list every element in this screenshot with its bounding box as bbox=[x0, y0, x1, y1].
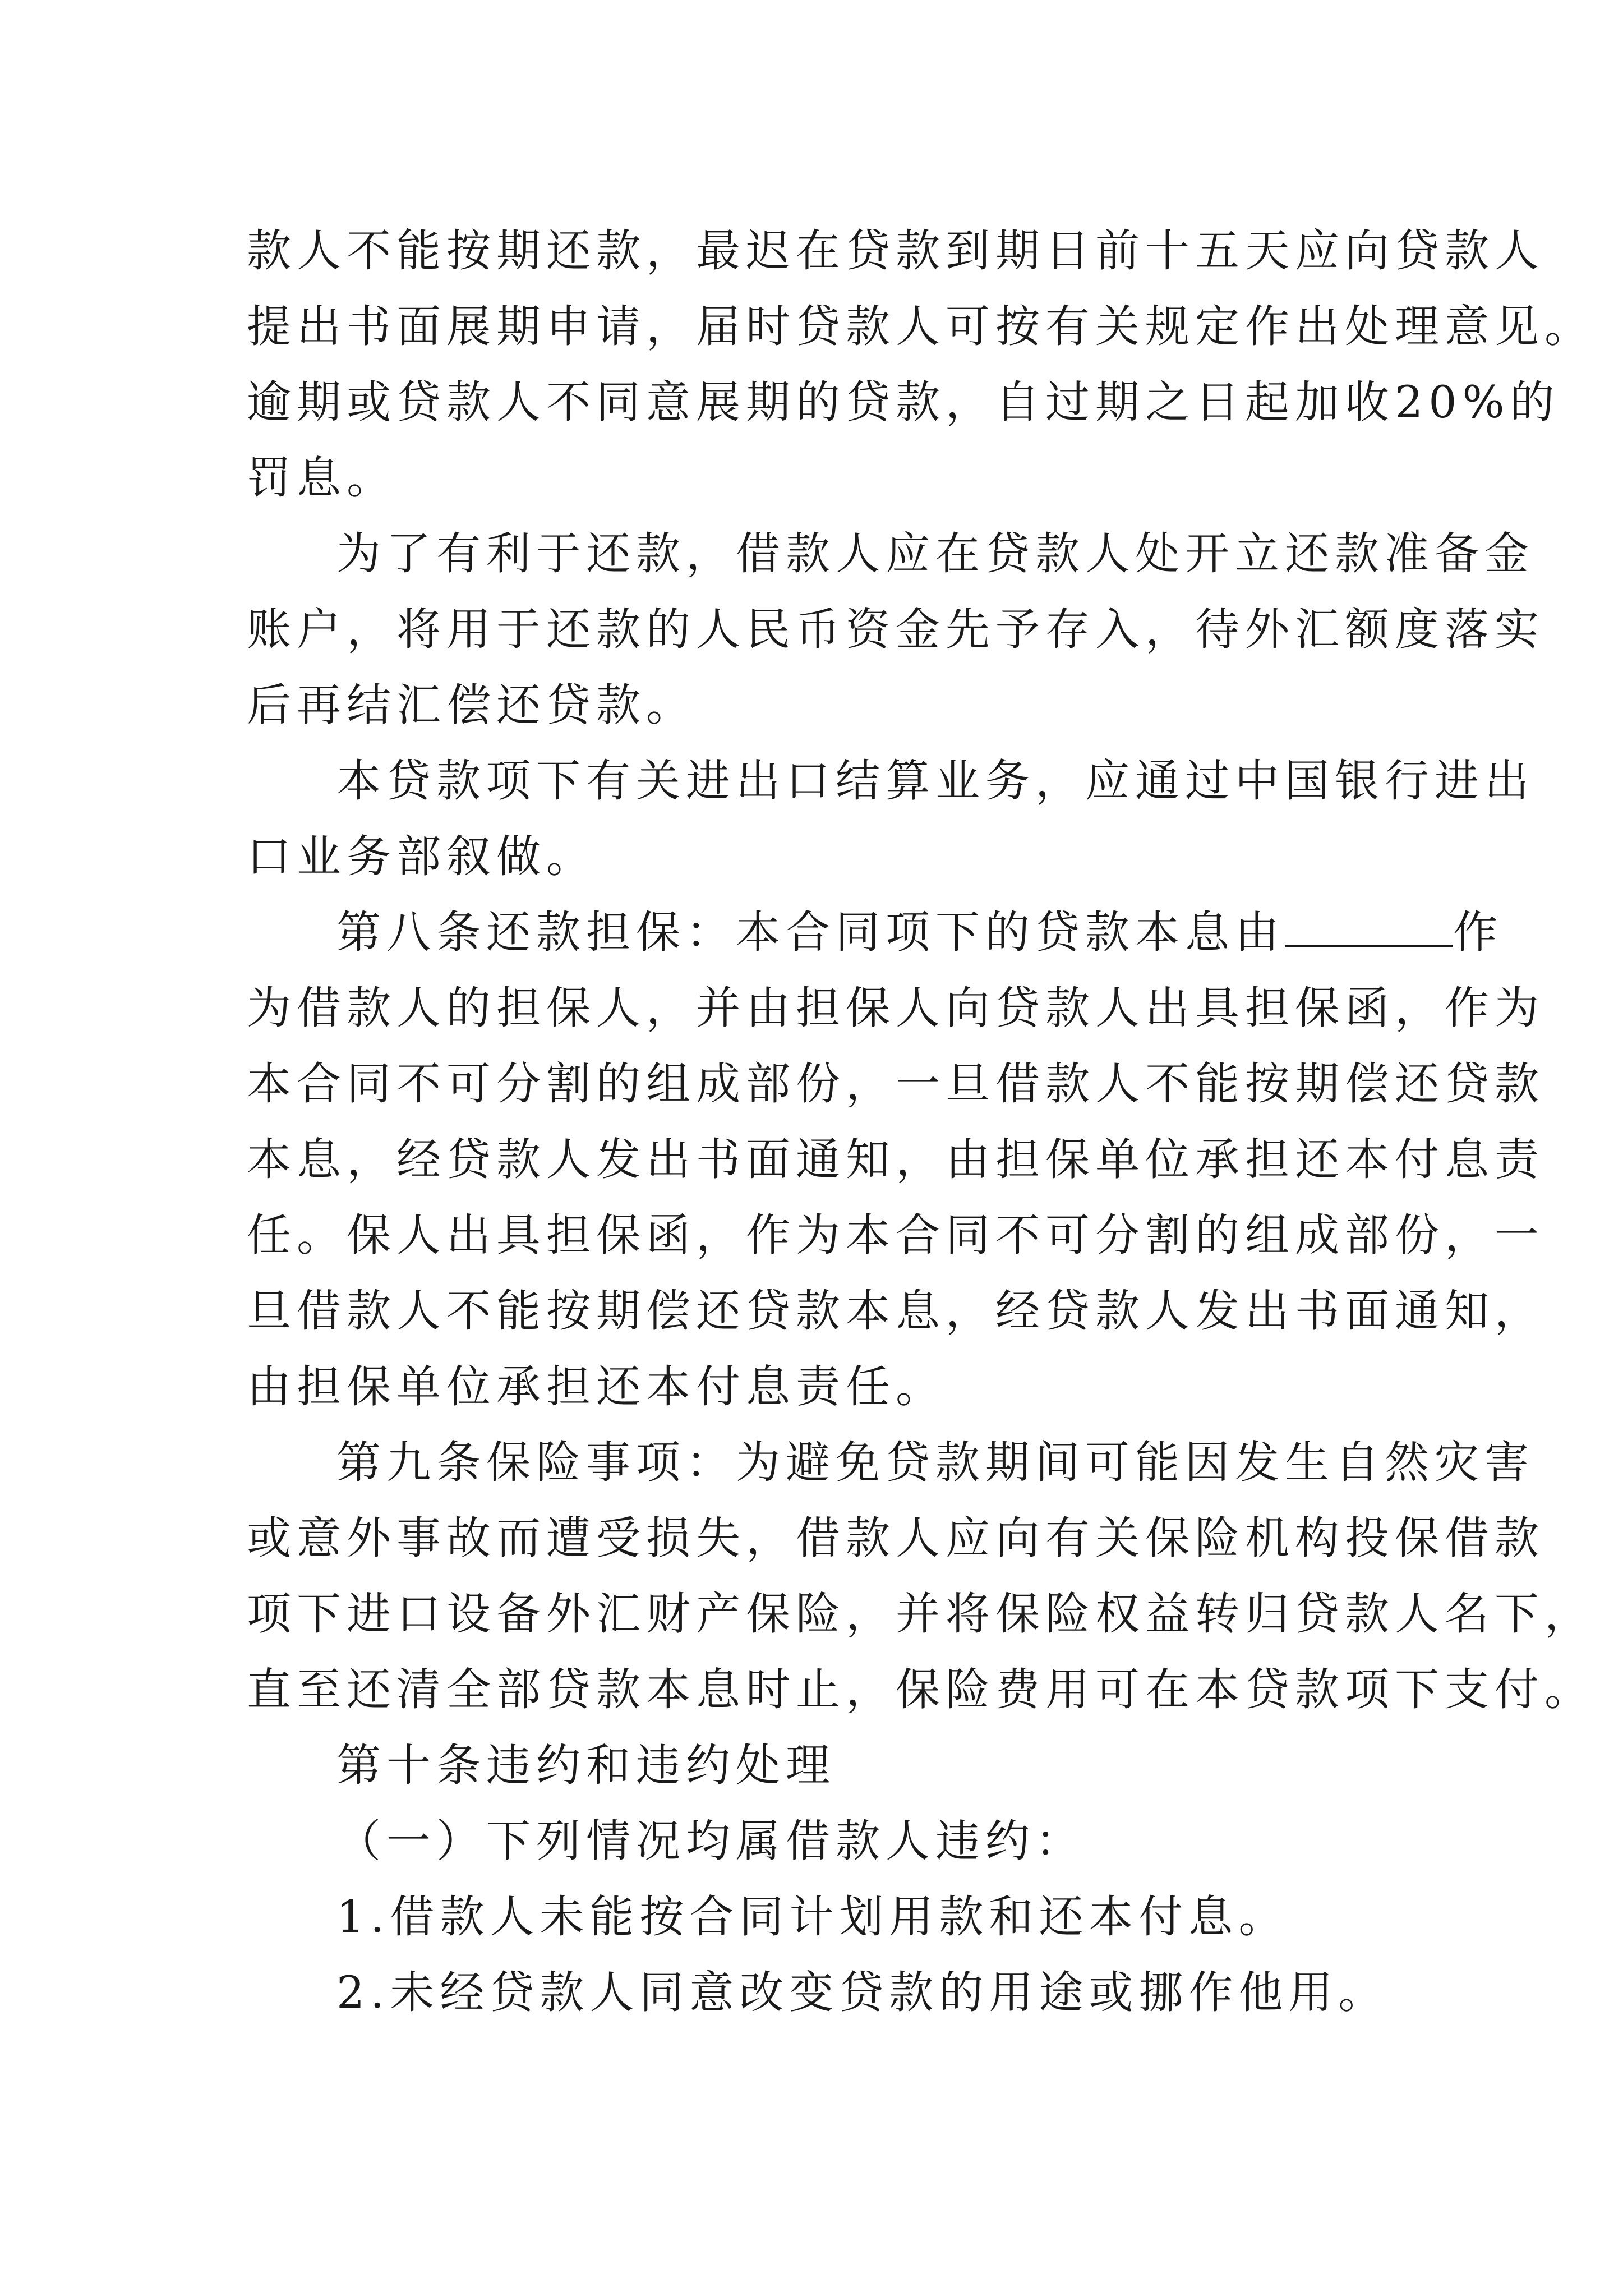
text-line: 为借款人的担保人，并由担保人向贷款人出具担保函，作为 bbox=[247, 982, 1544, 1034]
text-line: 口业务部叙做。 bbox=[247, 831, 596, 882]
list-item: 1.借款人未能按合同计划用款和还本付息。 bbox=[336, 1891, 1289, 1943]
text-line: 本贷款项下有关进出口结算业务，应通过中国银行进出 bbox=[336, 755, 1534, 807]
text-line: 旦借款人不能按期偿还贷款本息，经贷款人发出书面通知， bbox=[247, 1285, 1544, 1337]
list-item: 2.未经贷款人同意改变贷款的用途或挪作他用。 bbox=[336, 1967, 1389, 2018]
article-10-heading: 第十条违约和违约处理 bbox=[336, 1740, 836, 1791]
guarantor-blank-field bbox=[1285, 906, 1453, 947]
text-line: 本息，经贷款人发出书面通知，由担保单位承担还本付息责 bbox=[247, 1134, 1544, 1185]
text-line-with-blank bbox=[247, 895, 1503, 970]
text-line: 为了有利于还款，借款人应在贷款人处开立还款准备金 bbox=[336, 528, 1534, 579]
article-8-heading: 第八条还款担保：本合同项下的贷款本息由 bbox=[336, 907, 1285, 958]
text-line: 逾期或贷款人不同意展期的贷款，自过期之日起加收20%的 bbox=[247, 376, 1560, 428]
text-line: 罚息。 bbox=[247, 452, 396, 504]
text-line: 任。保人出具担保函，作为本合同不可分割的组成部份，一 bbox=[247, 1209, 1544, 1261]
text-line: 账户，将用于还款的人民币资金先予存入，待外汇额度落实 bbox=[247, 604, 1544, 655]
text-line: 款人不能按期还款，最迟在贷款到期日前十五天应向贷款人 bbox=[247, 225, 1544, 277]
text-line: 项下进口设备外汇财产保险，并将保险权益转归贷款人名下， bbox=[247, 1588, 1594, 1640]
text-line: 直至还清全部贷款本息时止，保险费用可在本贷款项下支付。 bbox=[247, 1664, 1594, 1715]
text-line: 本合同不可分割的组成部份，一旦借款人不能按期偿还贷款 bbox=[247, 1058, 1544, 1110]
subsection-heading: （一）下列情况均属借款人违约： bbox=[336, 1815, 1085, 1867]
article-8-continuation: 作 bbox=[1453, 907, 1503, 958]
text-line: 第九条保险事项：为避免贷款期间可能因发生自然灾害 bbox=[336, 1437, 1534, 1488]
text-line: 提出书面展期申请，届时贷款人可按有关规定作出处理意见。 bbox=[247, 301, 1594, 352]
text-line: 或意外事故而遭受损失，借款人应向有关保险机构投保借款 bbox=[247, 1512, 1544, 1564]
text-line: 后再结汇偿还贷款。 bbox=[247, 679, 696, 731]
text-line: 由担保单位承担还本付息责任。 bbox=[247, 1361, 946, 1412]
document-body bbox=[247, 213, 1594, 2031]
